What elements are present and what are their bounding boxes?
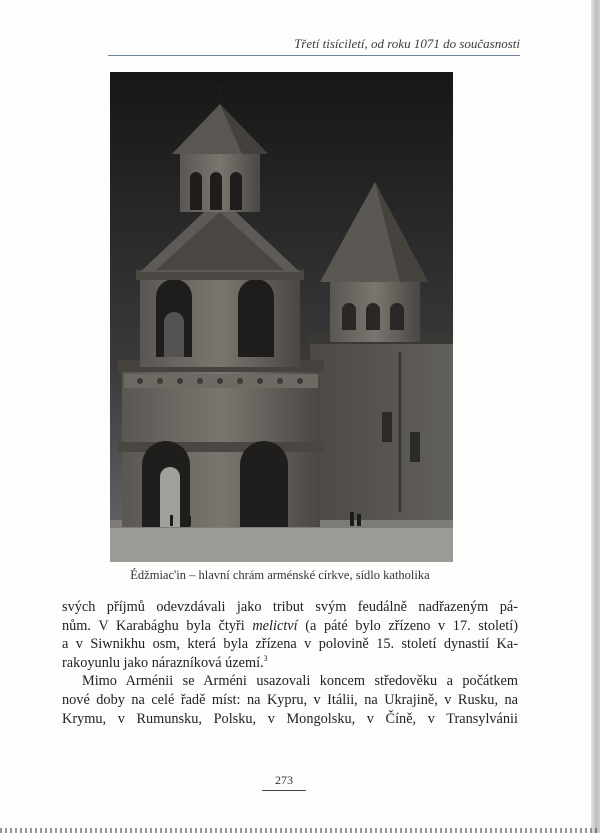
body-text-span: (a páté bylo zřízeno v 17. století) — [297, 617, 518, 634]
body-line — [62, 654, 518, 673]
cathedral-photo — [110, 72, 453, 562]
body-text-span: rakoyunlu jako nárazníková území. — [62, 654, 264, 671]
page-number-rule — [262, 790, 306, 791]
body-line: a v Siwnikhu osm, která byla zřízena v polovině 15. století dynastií Ka- — [62, 636, 518, 653]
running-head: Třetí tisíciletí, od roku 1071 do současnosti — [294, 36, 520, 51]
footnote-marker[interactable]: 3 — [263, 654, 268, 664]
body-line: nové doby na celé řadě míst: na Kypru, v Itálii, na Ukrajině, v Rusku, na — [62, 691, 518, 708]
bottom-edge-marks — [0, 828, 600, 833]
running-head-rule — [108, 55, 520, 56]
body-line: Krymu, v Rumunsku, Polsku, v Mongolsku, v Číně, v Transylvánii — [62, 710, 518, 727]
body-text-span: nům. V Karabághu byla čtyři — [62, 617, 253, 634]
body-line: Mimo Arménii se Arméni usazovali koncem středověku a počátkem — [82, 673, 518, 690]
page-spine-shadow — [591, 0, 600, 833]
italic-term: melictví — [252, 617, 298, 634]
page-number: 273 — [275, 773, 293, 787]
body-line: svých příjmů odevzdávali jako tribut svým feudálně nadřazeným pá- — [62, 599, 518, 615]
body-line — [62, 617, 518, 636]
photo-caption: Édžmiac'in – hlavní chrám arménské církve, sídlo katholika — [130, 568, 430, 582]
body-text — [62, 598, 518, 728]
